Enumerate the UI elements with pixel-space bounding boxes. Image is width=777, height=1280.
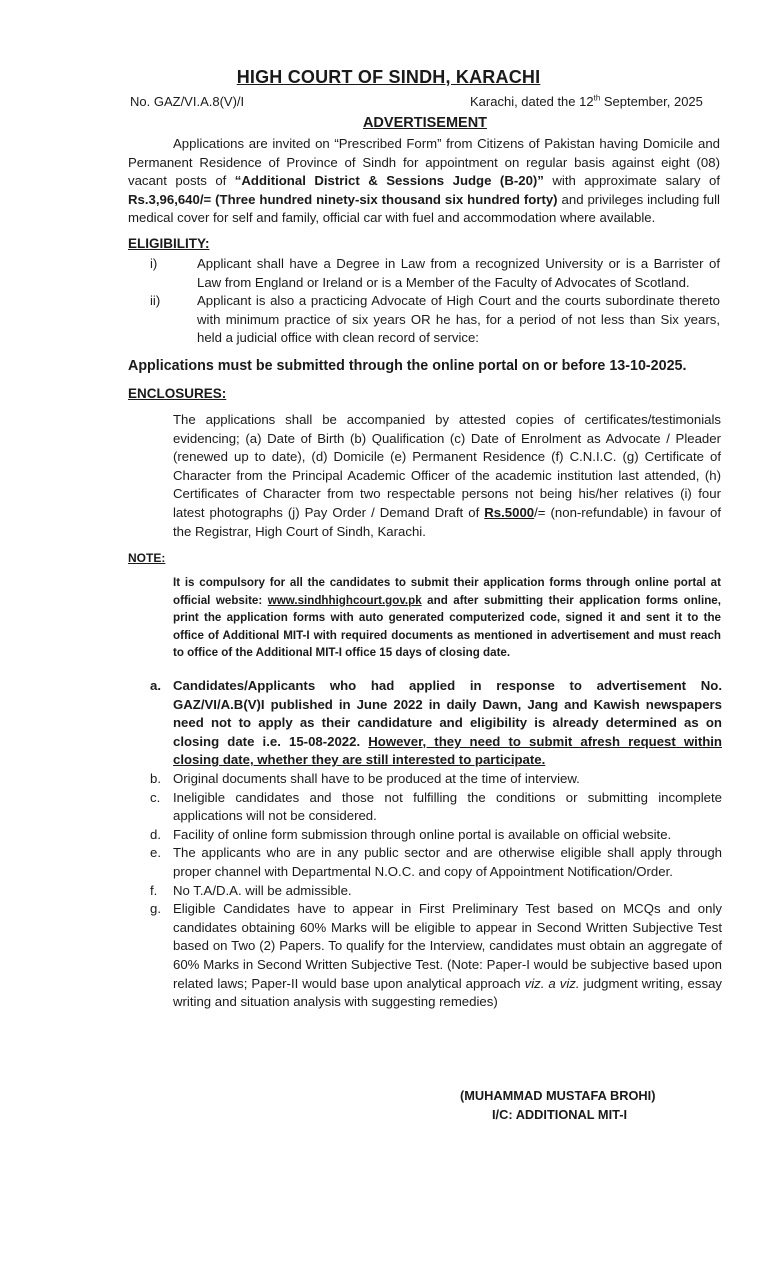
date-prefix: Karachi, dated the 12 [470, 94, 594, 109]
date-suffix: September, 2025 [600, 94, 703, 109]
eligibility-item [128, 255, 720, 292]
eligibility-item-text: Applicant shall have a Degree in Law from a recognized University or is a Barrister of Law from England or Ireland or is a Member of the Faculty of Advocates of Scotland. [197, 256, 720, 290]
advertisement-heading: ADVERTISEMENT [362, 115, 488, 131]
list-marker: b. [150, 770, 161, 786]
eligibility-item-text: Applicant is also a practicing Advocate of High Court and the courts subordinate thereto with minimum practice of six years OR he has, for a period of not less than Six years, held a judicial office with clean record of service: [197, 293, 720, 346]
signatory-designation: I/C: ADDITIONAL MIT-I [492, 1107, 628, 1122]
note-text-2: and after submitting their application forms online, print the application forms with auto generated computerized code, signed it and sent it to the office of Additional MIT-I with required documents as mentioned in advertisement and must reach to office of the Additional MIT-I office 15 days of closing date. [173, 593, 721, 660]
post-title: “Additional District & Sessions Judge (B-20)” [234, 173, 544, 189]
eligibility-item [128, 292, 720, 348]
list-item [148, 789, 722, 826]
list-item [148, 677, 722, 770]
eligibility-heading: ELIGIBILITY: [128, 236, 210, 251]
point-e-text: The applicants who are in any public sector and are otherwise eligible shall apply through proper channel with Departmental N.O.C. and copy of Appointment Notification/Order. [173, 845, 722, 879]
eligibility-item-number: ii) [150, 293, 161, 308]
list-marker: c. [150, 789, 161, 805]
point-f-text: No T.A/D.A. will be admissible. [173, 882, 352, 898]
point-g-text: Eligible Candidates have to appear in First Preliminary Test based on MCQs and only candidates obtaining 60% Marks will be eligible to appear in Second Written Subjective Test based on Two (2) Papers. To qualify for the Interview, candidates must obtain an aggregate of 60% Marks in Second Written Subjective Test. (Note: Paper-I would be subjective based upon related laws; Paper-II would base upon analytical approach [173, 901, 722, 991]
point-g-text-2: judgment writing, essay writing and situation analysis with suggesting remedies) [173, 975, 722, 1010]
enclosures-text-2: /= (non-refundable) in favour of the Registrar, High Court of Sindh, Karachi. [173, 504, 721, 539]
eligibility-item-number: i) [150, 256, 158, 271]
list-item [148, 900, 722, 1012]
note-paragraph [173, 574, 721, 662]
reference-number: No. GAZ/VI.A.8(V)/I [130, 94, 245, 109]
note-heading: NOTE: [128, 551, 166, 565]
point-a-text: Candidates/Applicants who had applied in response to advertisement No. GAZ/VI/A.B(V)I published in June 2022 in daily Dawn, Jang and Kawish newspapers need not to apply as their candidature and eligibility is already determined as on closing date i.e. 15-08-2022. [173, 678, 722, 749]
intro-text-3: and privileges including full medical cover for self and family, official car with fuel and accommodation where available. [128, 191, 720, 226]
list-marker: d. [150, 826, 161, 842]
list-marker: a. [150, 678, 161, 693]
list-marker: g. [150, 901, 161, 917]
enclosures-heading: ENCLOSURES: [128, 386, 227, 401]
list-marker: e. [150, 845, 161, 861]
point-a-underlined: However, they need to submit afresh request within closing date, whether they are still interested to participate. [173, 733, 722, 768]
point-g-italic: viz. a viz. [524, 975, 580, 991]
conditions-list [148, 677, 722, 1012]
intro-text-2: with approximate salary of [543, 173, 720, 189]
intro-paragraph [128, 135, 720, 228]
court-title: HIGH COURT OF SINDH, KARACHI [236, 67, 541, 87]
point-d-text: Facility of online form submission through online portal is available on official website. [173, 826, 672, 842]
list-item [148, 770, 722, 789]
submission-deadline: Applications must be submitted through the online portal on or before 13-10-2025. [128, 358, 687, 374]
list-marker: f. [150, 882, 158, 898]
enclosures-text-1: The applications shall be accompanied by attested copies of certificates/testimonials evidencing; (a) Date of Birth (b) Qualification (c) Date of Enrolment as Advocate / Pleader (renewed up to date), (d) Domicile (e) Permanent Residence (f) C.N.I.C. (g) Certificate of Character from the Principal Academic Officer of the academic institution last attended, (h) Certificates of Character from two respectable persons not being his/her relatives (i) four latest photographs (j) Pay Order / Demand Draft of [173, 412, 721, 520]
list-item [148, 826, 722, 845]
date-ordinal: th [593, 93, 601, 103]
point-b-text: Original documents shall have to be produced at the time of interview. [173, 770, 580, 786]
salary-text: Rs.3,96,640/= (Three hundred ninety-six thousand six hundred forty) [128, 191, 558, 207]
fee-amount: Rs.5000 [484, 504, 535, 520]
note-text-1: It is compulsory for all the candidates to submit their application forms through online portal at official website: [173, 576, 721, 607]
list-item [148, 844, 722, 881]
signatory-name: (MUHAMMAD MUSTAFA BROHI) [460, 1088, 656, 1103]
list-item [148, 882, 722, 901]
point-c-text: Ineligible candidates and those not fulfilling the conditions or submitting incomplete applications will not be considered. [173, 789, 722, 824]
enclosures-paragraph [173, 411, 721, 541]
issue-date [470, 93, 703, 112]
website-link[interactable]: www.sindhhighcourt.gov.pk [267, 593, 422, 607]
intro-text-1: Applications are invited on “Prescribed Form” from Citizens of Pakistan having Domicile and Permanent Residence of Province of Sindh for appointment on regular basis against eight (08) vacant posts of [128, 136, 720, 189]
